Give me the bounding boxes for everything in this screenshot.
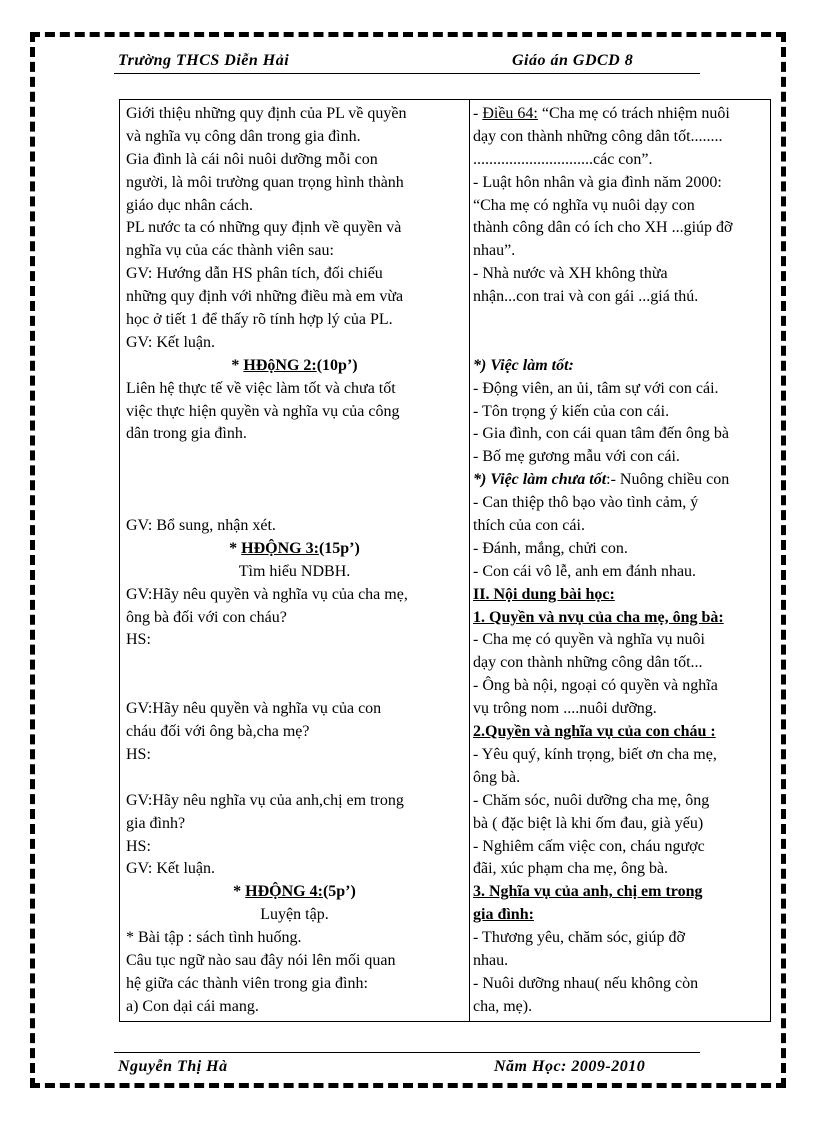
text-line: GV: Hướng dẫn HS phân tích, đối chiếu [126,265,383,283]
text-line: nghĩa vụ của các thành viên sau: [126,242,334,260]
text-line: vụ trông nom ....nuôi dưỡng. [473,700,657,718]
header-subject: Giáo án GDCD 8 [512,52,634,69]
text-line: - Đánh, mắng, chửi con. [473,539,628,557]
text-line: gia đình? [126,814,186,832]
lesson-table [119,99,771,1022]
text-line: giáo dục nhân cách. [126,196,254,214]
activity-heading-2: * HĐộNG 2:(10p’) [231,356,358,374]
text-line: - Nhà nước và XH không thừa [473,265,668,283]
text-line: HS: [126,745,151,763]
text-line: * Bài tập : sách tình huống. [126,929,302,947]
text-line: người, là môi trường quan trọng hình thành [126,173,404,191]
text-line: nhận...con trai và con gái ...giá thú. [473,288,699,306]
text-line: - Thương yêu, chăm sóc, giúp đỡ [473,929,685,947]
text-line: - Bố mẹ gương mẫu với con cái. [473,448,680,466]
text-line: GV:Hãy nêu quyền và nghĩa vụ của con [126,700,382,718]
text-line: dân trong gia đình. [126,425,247,443]
text-line: cha, mẹ). [473,997,533,1015]
text-line: - Yêu quý, kính trọng, biết ơn cha mẹ, [473,745,717,763]
text-line: a) Con dại cái mang. [126,997,259,1015]
text-line: - Nuôi dưỡng nhau( nếu không còn [473,974,699,992]
text-line: học ở tiết 1 để thấy rõ tính hợp lý của PL. [126,311,393,329]
text-line: Tìm hiểu NDBH. [238,562,351,580]
text-line: - Luật hôn nhân và gia đình năm 2000: [473,173,722,191]
text-line: ông bà. [473,768,521,786]
text-line: - Tôn trọng ý kiến của con cái. [473,402,670,420]
text-line: GV: Kết luận. [126,860,216,878]
text-line: Luyện tập. [260,906,329,924]
subsection-heading-1: 1. Quyền và nvụ của cha mẹ, ông bà: [473,608,724,626]
subsection-heading-3: 3. Nghĩa vụ của anh, chị em trong [473,883,703,901]
text-line: Gia đình là cái nôi nuôi dưỡng mỗi con [126,150,378,168]
text-line: việc thực hiện quyền và nghĩa vụ của công [126,402,400,420]
text-line: - Con cái vô lễ, anh em đánh nhau. [473,562,697,580]
text-line: đãi, xúc phạm cha mẹ, ông bà. [473,860,669,878]
bad-deeds-heading: *) Việc làm chưa tốt:- Nuông chiều con [473,471,730,489]
text-line: bà ( đặc biệt là khi ốm đau, già yếu) [473,814,704,832]
content-column [470,100,771,1022]
text-line: Liên hệ thực tế về việc làm tốt và chưa tốt [126,379,396,397]
subsection-heading-2: 2.Quyền và nghĩa vụ của con cháu : [473,723,716,741]
text-line: - Gia đình, con cái quan tâm đến ông bà [473,425,729,443]
teacher-activity-column [120,100,470,1022]
text-line: HS: [126,837,151,855]
text-line: GV:Hãy nêu quyền và nghĩa vụ của cha mẹ, [126,585,408,603]
header-school: Trường THCS Diễn Hải [118,52,290,69]
text-line: và nghĩa vụ công dân trong gia đình. [126,127,361,145]
text-line: HS: [126,631,151,649]
good-deeds-heading: *) Việc làm tốt: [473,356,574,374]
text-line: - Động viên, an ủi, tâm sự với con cái. [473,379,719,397]
activity-heading-3: * HĐỘNG 3:(15p’) [229,539,360,557]
text-line: ông bà đối với con cháu? [126,608,287,626]
text-line: “Cha mẹ có nghĩa vụ nuôi dạy con [473,196,695,214]
text-line: - Chăm sóc, nuôi dưỡng cha mẹ, ông [473,791,710,809]
activity-heading-4: * HĐỘNG 4:(5p’) [233,883,356,901]
text-line: thích của con cái. [473,517,585,535]
text-line: - Điều 64: “Cha mẹ có trách nhiệm nuôi [473,105,730,122]
text-line: nhau”. [473,242,516,260]
footer-author: Nguyễn Thị Hà [118,1058,228,1075]
text-line: - Nghiêm cấm việc con, cháu ngược [473,837,705,855]
text-line: ..............................các con”. [473,150,653,168]
text-line: những quy định với những điều mà em vừa [126,288,404,306]
text-line: Câu tục ngữ nào sau đây nói lên mối quan [126,951,396,969]
text-line: GV:Hãy nêu nghĩa vụ của anh,chị em trong [126,791,404,809]
text-line: PL nước ta có những quy định về quyền và [126,219,402,237]
header-divider [114,73,700,74]
text-line: - Cha mẹ có quyền và nghĩa vụ nuôi [473,631,705,649]
text-line: dạy con thành những công dân tốt........ [473,127,723,145]
footer-divider [114,1052,700,1053]
text-line: hệ giữa các thành viên trong gia đình: [126,974,368,992]
text-line: - Can thiệp thô bạo vào tình cảm, ý [473,494,699,512]
footer-year: Năm Học: 2009-2010 [494,1058,646,1075]
text-line: GV: Kết luận. [126,333,216,351]
text-line: nhau. [473,951,509,969]
text-line: cháu đối với ông bà,cha mẹ? [126,723,310,741]
text-line: dạy con thành những công dân tốt... [473,654,703,672]
text-line: Giới thiệu những quy định của PL về quyền [126,105,407,122]
text-line: - Ông bà nội, ngoại có quyền và nghĩa [473,677,718,695]
text-line: GV: Bổ sung, nhận xét. [126,517,276,535]
section-heading: II. Nội dung bài học: [473,585,615,603]
subsection-heading-3-cont: gia đình: [473,906,534,924]
text-line: thành công dân có ích cho XH ...giúp đỡ [473,219,733,237]
